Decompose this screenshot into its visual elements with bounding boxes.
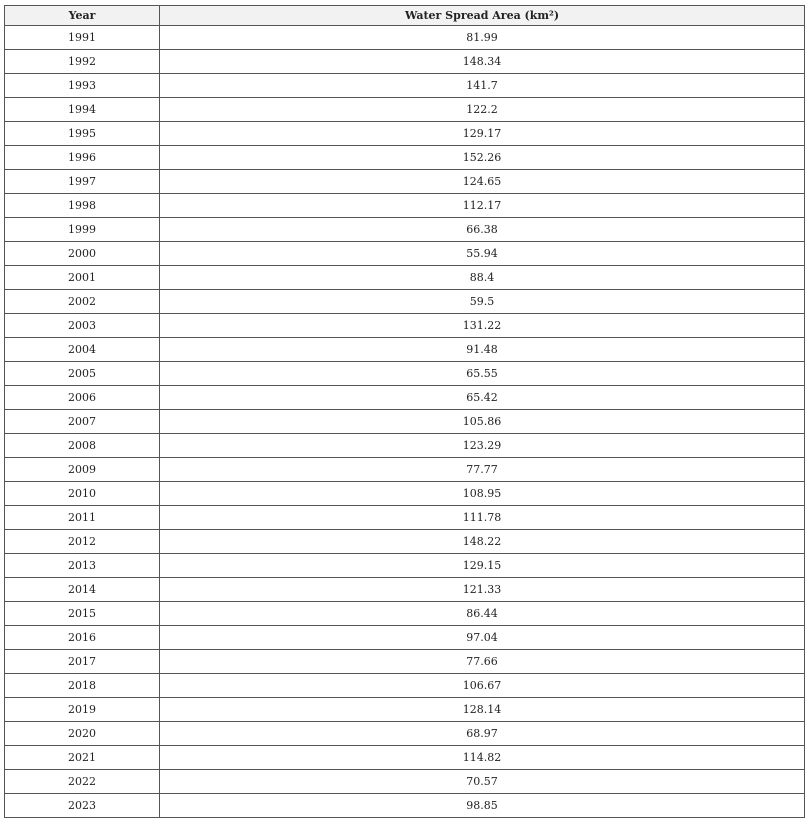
cell-year: 2013 — [5, 554, 160, 578]
cell-year: 2019 — [5, 698, 160, 722]
cell-year: 1997 — [5, 170, 160, 194]
cell-year: 2003 — [5, 314, 160, 338]
cell-water-spread-area: 148.22 — [160, 530, 805, 554]
header-water-spread-area: Water Spread Area (km²) — [160, 6, 805, 26]
table-row — [5, 386, 805, 410]
cell-water-spread-area: 88.4 — [160, 266, 805, 290]
cell-water-spread-area: 129.15 — [160, 554, 805, 578]
cell-water-spread-area: 77.77 — [160, 458, 805, 482]
cell-water-spread-area: 81.99 — [160, 26, 805, 50]
cell-year: 1991 — [5, 26, 160, 50]
data-table-container — [4, 5, 804, 818]
cell-water-spread-area: 59.5 — [160, 290, 805, 314]
table-row — [5, 482, 805, 506]
cell-year: 1993 — [5, 74, 160, 98]
cell-water-spread-area: 121.33 — [160, 578, 805, 602]
cell-year: 2016 — [5, 626, 160, 650]
cell-year: 2011 — [5, 506, 160, 530]
table-row — [5, 146, 805, 170]
cell-water-spread-area: 98.85 — [160, 794, 805, 818]
table-row — [5, 530, 805, 554]
cell-water-spread-area: 124.65 — [160, 170, 805, 194]
cell-water-spread-area: 108.95 — [160, 482, 805, 506]
table-row — [5, 170, 805, 194]
table-row — [5, 770, 805, 794]
cell-year: 2001 — [5, 266, 160, 290]
cell-year: 2006 — [5, 386, 160, 410]
cell-year: 1998 — [5, 194, 160, 218]
table-row — [5, 74, 805, 98]
table-row — [5, 122, 805, 146]
table-row — [5, 458, 805, 482]
cell-year: 2007 — [5, 410, 160, 434]
table-row — [5, 554, 805, 578]
table-row — [5, 194, 805, 218]
table-body — [5, 26, 805, 818]
table-row — [5, 794, 805, 818]
table-row — [5, 266, 805, 290]
cell-water-spread-area: 148.34 — [160, 50, 805, 74]
table-row — [5, 602, 805, 626]
cell-water-spread-area: 106.67 — [160, 674, 805, 698]
table-row — [5, 722, 805, 746]
cell-year: 1992 — [5, 50, 160, 74]
table-row — [5, 338, 805, 362]
cell-water-spread-area: 131.22 — [160, 314, 805, 338]
table-row — [5, 314, 805, 338]
cell-water-spread-area: 65.42 — [160, 386, 805, 410]
cell-water-spread-area: 55.94 — [160, 242, 805, 266]
table-row — [5, 578, 805, 602]
cell-year: 2021 — [5, 746, 160, 770]
header-year: Year — [5, 6, 160, 26]
cell-water-spread-area: 152.26 — [160, 146, 805, 170]
cell-year: 2002 — [5, 290, 160, 314]
cell-water-spread-area: 65.55 — [160, 362, 805, 386]
cell-year: 2018 — [5, 674, 160, 698]
cell-water-spread-area: 91.48 — [160, 338, 805, 362]
cell-year: 2023 — [5, 794, 160, 818]
cell-year: 2004 — [5, 338, 160, 362]
cell-year: 2020 — [5, 722, 160, 746]
cell-water-spread-area: 105.86 — [160, 410, 805, 434]
cell-year: 2014 — [5, 578, 160, 602]
cell-water-spread-area: 68.97 — [160, 722, 805, 746]
cell-water-spread-area: 66.38 — [160, 218, 805, 242]
cell-water-spread-area: 70.57 — [160, 770, 805, 794]
table-row — [5, 26, 805, 50]
cell-year: 1996 — [5, 146, 160, 170]
cell-water-spread-area: 114.82 — [160, 746, 805, 770]
cell-year: 2000 — [5, 242, 160, 266]
cell-year: 1999 — [5, 218, 160, 242]
table-row — [5, 698, 805, 722]
cell-water-spread-area: 86.44 — [160, 602, 805, 626]
cell-year: 1995 — [5, 122, 160, 146]
table-row — [5, 50, 805, 74]
water-spread-table — [4, 5, 805, 818]
cell-year: 2010 — [5, 482, 160, 506]
table-row — [5, 626, 805, 650]
cell-water-spread-area: 128.14 — [160, 698, 805, 722]
table-row — [5, 410, 805, 434]
cell-year: 1994 — [5, 98, 160, 122]
cell-water-spread-area: 97.04 — [160, 626, 805, 650]
cell-water-spread-area: 112.17 — [160, 194, 805, 218]
table-row — [5, 674, 805, 698]
table-row — [5, 506, 805, 530]
cell-water-spread-area: 141.7 — [160, 74, 805, 98]
table-row — [5, 434, 805, 458]
cell-year: 2017 — [5, 650, 160, 674]
table-row — [5, 290, 805, 314]
cell-year: 2015 — [5, 602, 160, 626]
table-row — [5, 362, 805, 386]
table-row — [5, 650, 805, 674]
cell-water-spread-area: 111.78 — [160, 506, 805, 530]
cell-water-spread-area: 129.17 — [160, 122, 805, 146]
cell-year: 2005 — [5, 362, 160, 386]
cell-water-spread-area: 77.66 — [160, 650, 805, 674]
cell-year: 2009 — [5, 458, 160, 482]
table-row — [5, 218, 805, 242]
table-row — [5, 242, 805, 266]
table-row — [5, 98, 805, 122]
cell-water-spread-area: 122.2 — [160, 98, 805, 122]
cell-year: 2022 — [5, 770, 160, 794]
table-header-row — [5, 6, 805, 26]
cell-year: 2008 — [5, 434, 160, 458]
table-row — [5, 746, 805, 770]
cell-year: 2012 — [5, 530, 160, 554]
cell-water-spread-area: 123.29 — [160, 434, 805, 458]
